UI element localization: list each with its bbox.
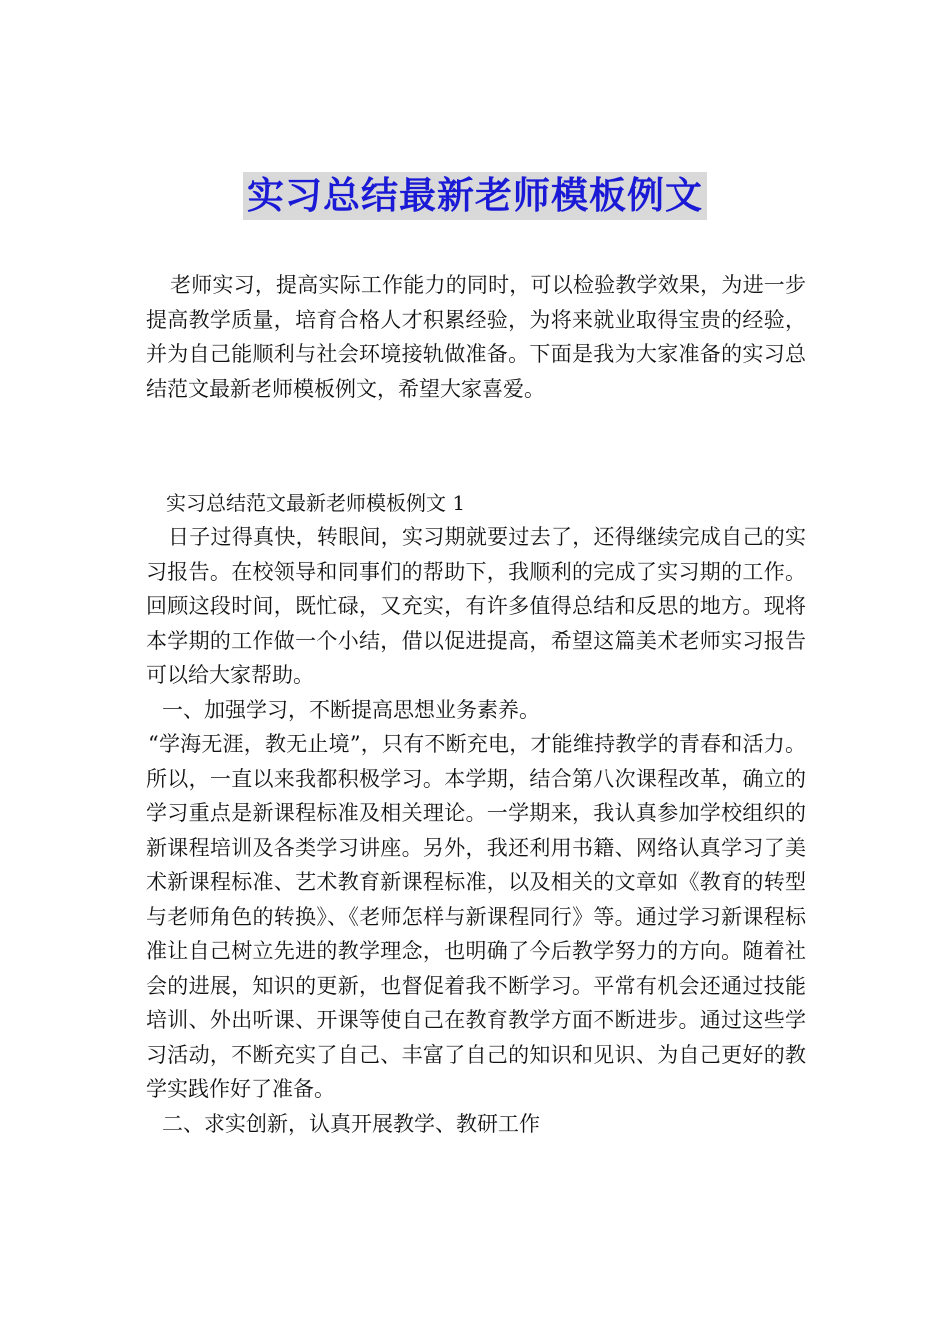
paragraph-1: 日子过得真快，转眼间，实习期就要过去了，还得继续完成自己的实习报告。在校领导和同事们的帮助下，我顺利的完成了实习期的工作。回顾这段时间，既忙碌，又充实，有许多值得总结和反思的地方。现将本学期的工作做一个小结，借以促进提高，希望这篇美术老师实习报告可以给大家帮助。 (146, 525, 806, 687)
intro-paragraph: 老师实习，提高实际工作能力的同时，可以检验教学效果，为进一步提高教学质量，培育合格人才积累经验，为将来就业取得宝贵的经验，并为自己能顺利与社会环境接轨做准备。下面是我为大家准备的实习总结范文最新老师模板例文，希望大家喜爱。 (146, 273, 806, 401)
section-heading-1: 一、加强学习，不断提高思想业务素养。 (162, 697, 540, 722)
intro-section (146, 268, 806, 406)
document-title: 实习总结最新老师模板例文 (243, 172, 707, 220)
paragraph-2: “学海无涯，教无止境”，只有不断充电，才能维持教学的青春和活力。所以，一直以来我都积极学习。本学期，结合第八次课程改革，确立的学习重点是新课程标准及相关理论。一学期来，我认真参加学校组织的新课程培训及各类学习讲座。另外，我还利用书籍、网络认真学习了美术新课程标准、艺术教育新课程标准，以及相关的文章如《教育的转型与老师角色的转换》、《老师怎样与新课程同行》等。通过学习新课程标准让自己树立先进的教学理念，也明确了今后教学努力的方向。随着社会的进展，知识的更新，也督促着我不断学习。平常有机会还通过技能培训、外出听课、开课等使自己在教育教学方面不断进步。通过这些学习活动，不断充实了自己、丰富了自己的知识和见识、为自己更好的教学实践作好了准备。 (146, 732, 806, 1101)
body-section (146, 486, 806, 1141)
section-heading-2: 二、求实创新，认真开展教学、教研工作 (162, 1111, 540, 1136)
title-container (0, 172, 950, 220)
section-subtitle: 实习总结范文最新老师模板例文 1 (166, 491, 466, 515)
